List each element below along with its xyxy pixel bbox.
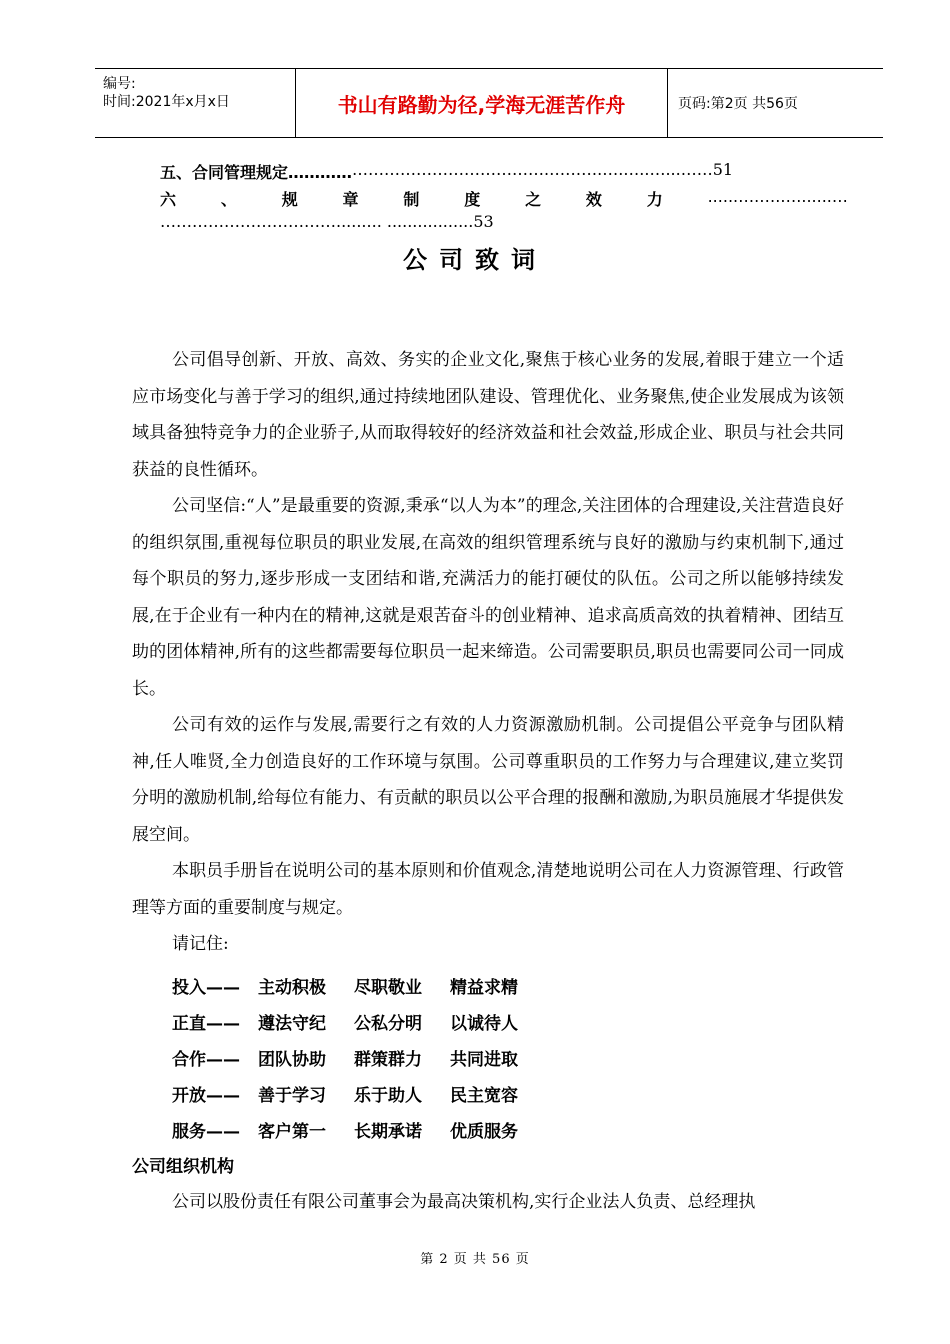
motto-value: 精益求精 xyxy=(450,978,518,998)
org-heading: 公司组织机构 xyxy=(132,1157,234,1177)
motto-value: 客户第一 xyxy=(258,1122,326,1142)
page-header xyxy=(95,68,883,138)
header-page-info: 页码:第2页 共56页 xyxy=(678,96,798,112)
motto-value: 共同进取 xyxy=(450,1050,518,1070)
paragraph: 公司坚信:“人”是最重要的资源,秉承“以人为本”的理念,关注团体的合理建设,关注营造良好的组织氛围,重视每位职员的职业发展,在高效的组织管理系统与良好的激励与约束机制下,通过每个职员的努力,逐步形成一支团结和谐,充满活力的能打硬仗的队伍。公司之所以能够持续发展,在于企业有一种内在的精神,这就是艰苦奋斗的创业精神、追求高质高效的执着精神、团结互助的团体精神,所有的这些都需要每位职员一起来缔造。公司需要职员,职员也需要同公司一同成长。 xyxy=(132,496,844,699)
toc-item-6-line2: ……………………………......... .................53 xyxy=(160,212,494,231)
motto-key: 开放—— xyxy=(172,1086,240,1106)
motto-list xyxy=(172,970,518,1150)
toc-item-5-leader: ……………………………….……….….…..…...……51 xyxy=(352,160,734,179)
motto-value: 长期承诺 xyxy=(354,1122,422,1142)
paragraph: 公司有效的运作与发展,需要行之有效的人力资源激励机制。公司提倡公平竞争与团队精神,任人唯贤,全力创造良好的工作环境与氛围。公司尊重职员的工作努力与合理建议,建立奖罚分明的激励机制,给每位有能力、有贡献的职员以公平合理的报酬和激励,为职员施展才华提供发展空间。 xyxy=(132,715,844,845)
motto-value: 遵法守纪 xyxy=(258,1014,326,1034)
paragraph: 公司倡导创新、开放、高效、务实的企业文化,聚焦于核心业务的发展,着眼于建立一个适应市场变化与善于学习的组织,通过持续地团队建设、管理优化、业务聚焦,使企业发展成为该领域具备独特竞争力的企业骄子,从而取得较好的经济效益和社会效益,形成企业、职员与社会共同获益的良性循环。 xyxy=(132,350,844,480)
motto-row xyxy=(172,1114,518,1150)
motto-row xyxy=(172,1042,518,1078)
motto-key: 正直—— xyxy=(172,1014,240,1034)
paragraph: 请记住: xyxy=(172,934,229,954)
toc-item-6-char: 章 xyxy=(342,190,359,209)
motto-value: 主动积极 xyxy=(258,978,326,998)
toc-item-6-char: 制 xyxy=(403,190,420,209)
page-title: 公司致词 xyxy=(403,246,547,274)
toc-item-6-char: 效 xyxy=(585,190,602,209)
motto-value: 尽职敬业 xyxy=(354,978,422,998)
motto-row xyxy=(172,970,518,1006)
motto-key: 合作—— xyxy=(172,1050,240,1070)
motto-value: 善于学习 xyxy=(258,1086,326,1106)
header-meta xyxy=(95,69,295,137)
page-footer: 第 2 页 共 56 页 xyxy=(420,1252,530,1267)
header-slogan: 书山有路勤为径,学海无涯苦作舟 xyxy=(295,69,668,137)
toc-item-6-char: 之 xyxy=(525,190,542,209)
motto-value: 团队协助 xyxy=(258,1050,326,1070)
toc xyxy=(160,160,848,231)
motto-value: 群策群力 xyxy=(354,1050,422,1070)
welcome-body xyxy=(132,342,844,963)
org-body xyxy=(132,1184,844,1221)
motto-key: 投入—— xyxy=(172,978,240,998)
motto-row xyxy=(172,1078,518,1114)
toc-item-6-char: 六 xyxy=(160,190,177,209)
toc-item-6-char: 规 xyxy=(281,190,298,209)
toc-item-6-leader: ......….….….......… xyxy=(707,187,848,206)
paragraph: 本职员手册旨在说明公司的基本原则和价值观念,清楚地说明公司在人力资源管理、行政管理等方面的重要制度与规定。 xyxy=(132,861,844,918)
motto-value: 乐于助人 xyxy=(354,1086,422,1106)
toc-item-5-title: 五、合同管理规定………… xyxy=(160,163,353,182)
motto-key: 服务—— xyxy=(172,1122,240,1142)
toc-item-6-char: 、 xyxy=(220,190,237,209)
motto-value: 公私分明 xyxy=(354,1014,422,1034)
toc-item-6-char: 力 xyxy=(646,190,663,209)
motto-value: 民主宽容 xyxy=(450,1086,518,1106)
motto-value: 以诚待人 xyxy=(450,1014,518,1034)
time-label: 时间:2021年x月x日 xyxy=(103,94,230,110)
number-label: 编号: xyxy=(103,76,136,92)
toc-item-6 xyxy=(160,187,848,210)
motto-value: 优质服务 xyxy=(450,1122,518,1142)
toc-item-6-char: 度 xyxy=(464,190,481,209)
toc-item-5 xyxy=(160,160,848,183)
motto-row xyxy=(172,1006,518,1042)
paragraph: 公司以股份责任有限公司董事会为最高决策机构,实行企业法人负责、总经理执 xyxy=(172,1192,756,1212)
